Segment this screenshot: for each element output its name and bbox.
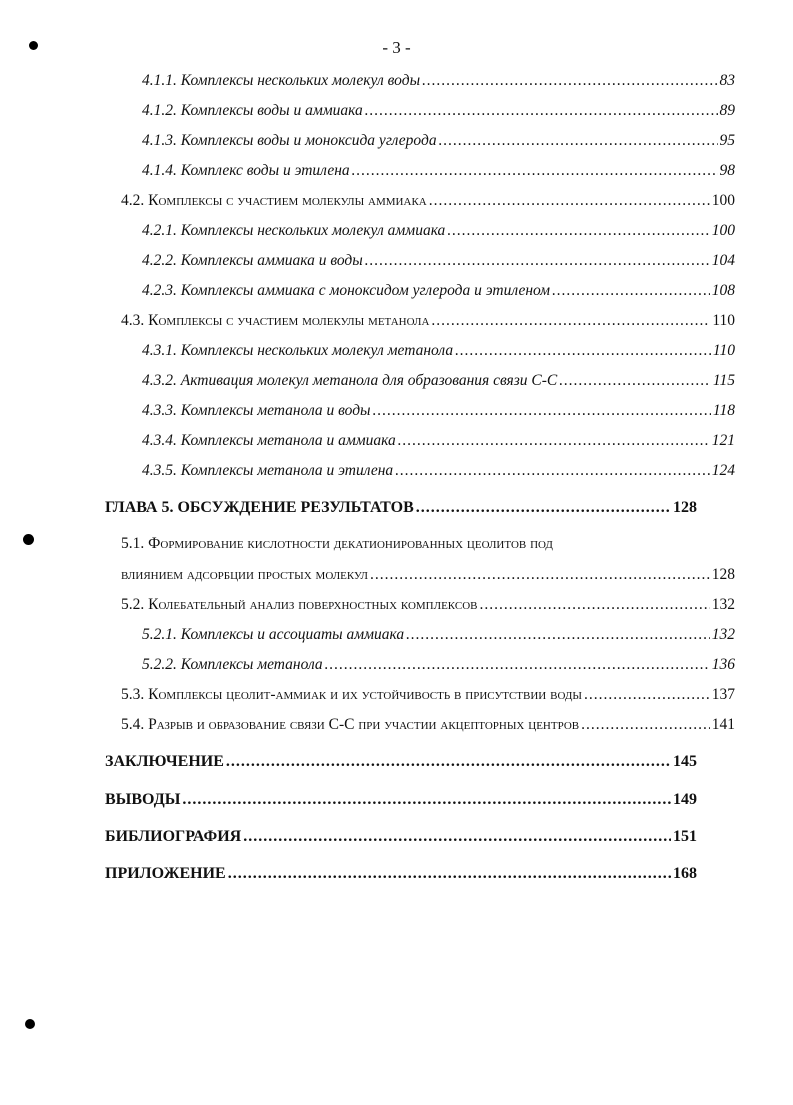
toc-leader [406,625,710,645]
toc-conclusion[interactable] [105,752,697,772]
toc-leader [559,371,711,391]
toc-leader [226,752,671,772]
toc-entry-4-3-2[interactable] [142,371,735,391]
toc-entry-4-2-1[interactable] [142,221,735,241]
toc-entry-page: 168 [673,865,697,882]
toc-leader [370,565,710,585]
toc-leader [352,161,718,181]
toc-entry-label: 4.2. Комплексы с участием молекулы аммиака [121,192,427,209]
toc-leader [373,401,711,421]
toc-entry-4-2[interactable] [121,191,735,211]
toc-entry-page: 132 [711,596,735,613]
toc-leader [455,341,711,361]
toc-entry-4-1-4[interactable] [142,161,735,181]
toc-entry-page: 104 [711,252,735,269]
toc-entry-label: 5.2. Колебательный анализ поверхностных комплексов [121,596,478,613]
toc-entry-4-3-1[interactable] [142,341,735,361]
toc-entry-page: 141 [711,716,735,733]
toc-entry-label: 4.3.4. Комплексы метанола и аммиака [142,432,396,449]
toc-leader [365,251,710,271]
toc-leader [416,498,671,518]
toc-entry-page: 98 [719,162,735,179]
page-number: - 3 - [382,38,411,57]
toc-entry-5-3[interactable] [121,685,735,705]
toc-entry-page: 83 [719,72,735,89]
toc-entry-page: 121 [711,432,735,449]
toc-entry-page: 110 [712,312,735,329]
toc-entry-page: 128 [673,499,697,516]
toc-entry-page: 132 [711,626,735,643]
toc-entry-page: 115 [712,372,735,389]
toc-entry-label: 4.1.4. Комплекс воды и этилена [142,162,350,179]
toc-entry-page: 124 [711,462,735,479]
toc-entry-label: 4.3. Комплексы с участием молекулы метанола [121,312,430,329]
toc-entry-4-3-5[interactable] [142,461,735,481]
toc-entry-4-3-3[interactable] [142,401,735,421]
toc-entry-page: 95 [719,132,735,149]
toc-entry-4-3[interactable] [121,311,735,331]
toc-entry-label: 4.3.5. Комплексы метанола и этилена [142,462,394,479]
toc-entry-5-1-line1[interactable]: 5.1. Формирование кислотности декатионированных цеолитов под [121,535,553,552]
toc-leader [429,191,710,211]
toc-entry-5-4[interactable] [121,715,735,735]
toc-entry-page: 100 [711,222,735,239]
toc-entry-page: 89 [719,102,735,119]
toc-entry-label: БИБЛИОГРАФИЯ [105,828,242,845]
toc-entry-label: 5.4. Разрыв и образование связи С-С при участии акцепторных центров [121,716,580,733]
toc-leader [182,790,671,810]
toc-entry-4-2-2[interactable] [142,251,735,271]
toc-leader [431,311,710,331]
toc-entry-label: 5.2.2. Комплексы метанола [142,656,323,673]
toc-leader [480,595,710,615]
toc-entry-label: 4.2.2. Комплексы аммиака и воды [142,252,363,269]
toc-entry-label: 4.3.3. Комплексы метанола и воды [142,402,371,419]
toc-entry-label: ВЫВОДЫ [105,791,181,808]
toc-leader [325,655,710,675]
toc-leader [584,685,710,705]
toc-leader [228,864,671,884]
toc-leader [395,461,710,481]
toc-leader [398,431,710,451]
toc-entry-page: 151 [673,828,697,845]
toc-entry-page: 128 [711,566,735,583]
toc-leader [365,101,718,121]
toc-leader [447,221,709,241]
toc-entry-label: 4.3.2. Активация молекул метанола для образования связи С-С [142,372,558,389]
toc-entry-page: 108 [711,282,735,299]
toc-leader [552,281,710,301]
toc-entry-page: 118 [712,402,735,419]
toc-entry-4-1-1[interactable] [142,71,735,91]
toc-leader [581,715,710,735]
toc-entry-label: 4.2.1. Комплексы нескольких молекул аммиака [142,222,446,239]
toc-entry-page: 136 [711,656,735,673]
toc-entry-label: 5.2.1. Комплексы и ассоциаты аммиака [142,626,405,643]
toc-entry-page: 145 [673,753,697,770]
toc-bibliography[interactable] [105,827,697,847]
toc-entry-4-2-3[interactable] [142,281,735,301]
toc-entry-label: 4.1.1. Комплексы нескольких молекул воды [142,72,421,89]
toc-entry-label: ПРИЛОЖЕНИЕ [105,865,226,882]
toc-leader [243,827,671,847]
toc-entry-label: 4.2.3. Комплексы аммиака с моноксидом углерода и этиленом [142,282,551,299]
toc-entry-5-2-2[interactable] [142,655,735,675]
toc-entry-label: 4.1.3. Комплексы воды и моноксида углерода [142,132,437,149]
toc-entry-label: 4.1.2. Комплексы воды и аммиака [142,102,363,119]
toc-entry-4-3-4[interactable] [142,431,735,451]
toc-entry-5-2[interactable] [121,595,735,615]
toc-leader [422,71,717,91]
toc-entry-page: 149 [673,791,697,808]
toc-entry-5-2-1[interactable] [142,625,735,645]
toc-entry-page: 110 [712,342,735,359]
toc-appendix[interactable] [105,864,697,884]
toc-entry-label: 4.3.1. Комплексы нескольких молекул метанола [142,342,454,359]
toc-entry-label: 5.3. Комплексы цеолит-аммиак и их устойчивость в присутствии воды [121,686,582,703]
toc-entry-label: ГЛАВА 5. ОБСУЖДЕНИЕ РЕЗУЛЬТАТОВ [105,499,414,516]
toc-entry-page: 137 [711,686,735,703]
toc-entry-5-1[interactable] [121,565,735,585]
toc-leader [439,131,718,151]
toc-entry-label: влиянием адсорбции простых молекул [121,566,369,583]
toc-entry-page: 100 [711,192,735,209]
toc-entry-4-1-2[interactable] [142,101,735,121]
toc-entry-label: ЗАКЛЮЧЕНИЕ [105,753,224,770]
toc-findings[interactable] [105,790,697,810]
toc-entry-4-1-3[interactable] [142,131,735,151]
toc-chapter-5[interactable] [105,498,697,518]
